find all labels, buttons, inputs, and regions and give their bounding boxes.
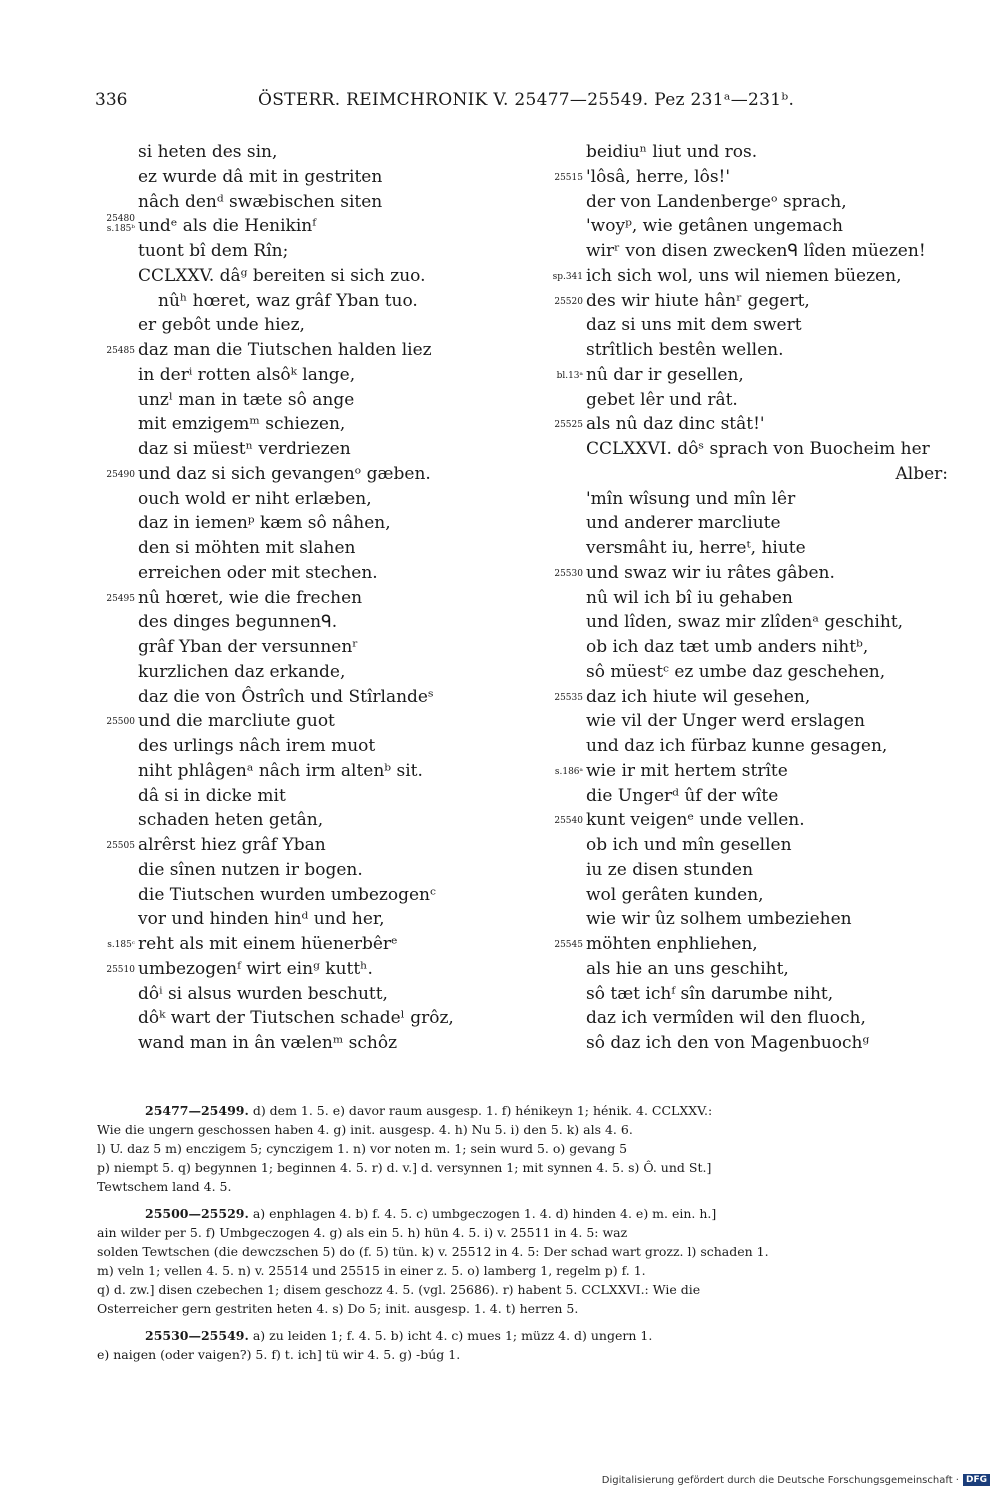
verse-line	[107, 932, 538, 957]
verse-text: Alber:	[895, 463, 948, 484]
marker-primary: bl.13ᵃ	[556, 370, 583, 381]
verse-line	[554, 759, 966, 784]
verse-text: möhten enphliehen,	[586, 934, 758, 954]
page-header	[95, 90, 965, 114]
verse-text: und lîden, swaz mir zlîdenᵃ geschiht,	[586, 612, 904, 633]
verse-text: nû hœret, wie die frechen	[138, 587, 363, 608]
line-number-marker	[554, 694, 583, 703]
line-number-marker	[554, 174, 583, 183]
verse-line	[586, 610, 966, 635]
verse-line	[138, 685, 538, 710]
verse-text: des dinges begunnenᑫ.	[138, 612, 338, 633]
footnote-line	[97, 1223, 965, 1242]
verse-line	[556, 363, 966, 388]
verse-line	[138, 1031, 538, 1056]
verse-text: mit emzigemᵐ schiezen,	[138, 414, 346, 435]
verse-text: nûʰ hœret, waz grâf Yban tuo.	[158, 290, 418, 311]
footnote-line	[97, 1204, 965, 1223]
verse-text: daz man die Tiutschen halden liez	[138, 340, 432, 360]
footnotes-apparatus	[97, 1101, 965, 1372]
marker-primary: 25530	[554, 568, 583, 579]
footnote-block	[97, 1326, 965, 1364]
verse-text: ob ich daz tæt umb anders nihtᵇ,	[586, 637, 869, 657]
marker-primary: sp.341	[552, 271, 583, 282]
verse-text: schaden heten getân,	[138, 810, 324, 831]
line-number-marker	[106, 595, 135, 604]
right-verse-column	[552, 140, 966, 1056]
verse-line	[138, 264, 538, 289]
marker-primary: 25505	[106, 841, 135, 851]
marker-primary: 25515	[554, 172, 583, 183]
verse-text: wie ir mit hertem strîte	[586, 760, 788, 781]
verse-text: 'woyᵖ, wie getânen ungemach	[586, 216, 843, 237]
verse-line	[586, 883, 966, 908]
verse-text: umbezogenᶠ wirt einᵍ kuttʰ.	[138, 958, 373, 979]
verse-line	[138, 289, 538, 314]
verse-text: ich sich wol, uns wil niemen büezen,	[586, 265, 902, 286]
verse-text: der von Landenbergeᵒ sprach,	[586, 191, 847, 212]
marker-primary: 25545	[554, 940, 583, 950]
footnote-text: l) U. daz 5 m) enczigem 5; cynczigem 1. n) vor noten m. 1; sein wurd 5. o) gevang 5	[97, 1141, 628, 1156]
verse-text: dâ si in dicke mit	[138, 785, 286, 806]
verse-line	[554, 561, 966, 586]
footnote-text: p) niempt 5. q) begynnen 1; beginnen 4. 5. r) d. v.] d. versynnen 1; mit synnen 4. 5. s) Ô. und St.]	[97, 1160, 712, 1175]
verse-text: kurzlichen daz erkande,	[138, 661, 346, 682]
verse-text: dôᵏ wart der Tiutschen schadeˡ grôz,	[138, 1008, 454, 1029]
verse-text: undᵉ als die Henikinᶠ	[138, 216, 316, 237]
footnote-range: 25530—25549.	[145, 1328, 249, 1343]
verse-line	[106, 462, 538, 487]
verse-text: die sînen nutzen ir bogen.	[138, 859, 363, 880]
verse-line	[586, 239, 966, 264]
verse-line	[138, 190, 538, 215]
verse-text: die Ungerᵈ ûf der wîte	[586, 785, 779, 806]
marker-primary: 25480	[106, 214, 135, 225]
verse-line	[138, 734, 538, 759]
footnote-text: d) dem 1. 5. e) davor raum ausgesp. 1. f) hénikeyn 1; hénik. 4. CCLXXV.:	[252, 1103, 713, 1118]
verse-line	[138, 363, 538, 388]
page-number: 336	[95, 90, 128, 110]
line-number-marker	[106, 347, 135, 356]
verse-line	[554, 412, 966, 437]
verse-text: sô müestᶜ ez umbe daz geschehen,	[586, 661, 886, 682]
verse-text: dôⁱ si alsus wurden beschutt,	[138, 983, 388, 1004]
line-number-marker	[557, 372, 583, 381]
verse-line	[138, 388, 538, 413]
verse-text: alrêrst hiez grâf Yban	[138, 835, 326, 855]
verse-line	[138, 907, 538, 932]
verse-text: reht als mit einem hüenerbêrᵉ	[138, 934, 398, 954]
marker-primary: 25535	[554, 692, 583, 703]
footnote-line	[97, 1280, 965, 1299]
verse-line	[138, 561, 538, 586]
verse-text: daz die von Ôstrîch und Stîrlandeˢ	[138, 686, 434, 707]
footnote-text: ain wilder per 5. f) Umbgeczogen 4. g) als ein 5. h) hün 4. 5. i) v. 25511 in 4. 5: waz	[97, 1225, 628, 1240]
footnote-text: q) d. zw.] disen czebechen 1; disem geschozz 4. 5. (vgl. 25686). r) habent 5. CCLXXVI.: Wie die	[97, 1282, 701, 1297]
marker-primary: 25495	[106, 593, 135, 604]
verse-line	[586, 437, 966, 462]
verse-text: wol gerâten kunden,	[586, 884, 764, 905]
verse-line	[106, 586, 538, 611]
footnote-range: 25500—25529.	[145, 1206, 249, 1221]
verse-line	[106, 833, 538, 858]
footnote-text: m) veln 1; vellen 4. 5. n) v. 25514 und 25515 in einer z. 5. o) lamberg 1, regelm p) f. 1.	[97, 1263, 646, 1278]
verse-line	[586, 660, 966, 685]
verse-line	[586, 536, 966, 561]
verse-text: gebet lêr und rât.	[586, 389, 738, 410]
footer-credit	[602, 1474, 990, 1486]
verse-text: 'lôsâ, herre, lôs!'	[586, 166, 731, 187]
verse-line	[586, 338, 966, 363]
verse-line	[586, 1006, 966, 1031]
marker-primary: 25485	[106, 346, 135, 356]
footnote-line	[97, 1242, 965, 1261]
verse-text: sô daz ich den von Magenbuochᵍ	[586, 1033, 870, 1053]
verse-text: niht phlâgenᵃ nâch irm altenᵇ sit.	[138, 760, 423, 781]
verse-text: 'mîn wîsung und mîn lêr	[586, 488, 796, 509]
verse-text: und die marcliute guot	[138, 711, 335, 732]
line-number-marker	[554, 817, 583, 826]
verse-line	[138, 635, 538, 660]
verse-line	[138, 784, 538, 809]
footnote-line	[97, 1120, 965, 1139]
footnote-block	[97, 1101, 965, 1196]
footnote-line	[97, 1299, 965, 1318]
verse-text: iu ze disen stunden	[586, 859, 754, 880]
verse-text: vor und hinden hinᵈ und her,	[138, 909, 385, 930]
verse-line	[586, 982, 966, 1007]
verse-text: daz si uns mit dem swert	[586, 315, 802, 336]
verse-line	[138, 487, 538, 512]
verse-line	[138, 239, 538, 264]
verse-line	[138, 313, 538, 338]
verse-line	[138, 858, 538, 883]
line-number-marker	[555, 768, 583, 777]
dfg-logo: DFG	[963, 1474, 990, 1486]
verse-line	[138, 982, 538, 1007]
verse-line	[586, 388, 966, 413]
verse-line	[586, 635, 966, 660]
line-number-marker	[554, 298, 583, 307]
footnote-text: solden Tewtschen (die dewczschen 5) do (f. 5) tün. k) v. 25512 in 4. 5: Der schad wart grozz. l) schaden 1.	[97, 1244, 769, 1259]
line-number-marker	[106, 842, 135, 851]
verse-text: wie vil der Unger werd erslagen	[586, 711, 865, 732]
marker-primary: 25510	[106, 964, 135, 975]
verse-text: kunt veigenᵉ unde vellen.	[586, 810, 805, 831]
verse-line	[554, 932, 966, 957]
verse-text: tuont bî dem Rîn;	[138, 241, 289, 261]
verse-text: daz in iemenᵖ kæm sô nâhen,	[138, 513, 391, 534]
verse-text: wie wir ûz solhem umbeziehen	[586, 909, 852, 930]
verse-text: ob ich und mîn gesellen	[586, 835, 792, 855]
line-number-marker	[106, 966, 135, 975]
funding-credit: Digitalisierung gefördert durch die Deutsche Forschungsgemeinschaft ·	[601, 1474, 959, 1486]
verse-text: des wir hiute hânʳ gegert,	[586, 290, 810, 311]
verse-text: beidiuⁿ liut und ros.	[586, 142, 758, 162]
line-number-marker	[554, 421, 583, 430]
verse-line	[586, 214, 966, 239]
verse-line	[586, 586, 966, 611]
verse-line	[586, 313, 966, 338]
line-number-marker	[553, 273, 583, 282]
verse-line	[554, 165, 966, 190]
line-number-marker	[554, 941, 583, 950]
verse-text: CCLXXVI. dôˢ sprach von Buocheim her	[586, 439, 930, 459]
verse-line	[138, 660, 538, 685]
footnote-line	[97, 1345, 965, 1364]
verse-text: in derⁱ rotten alsôᵏ lange,	[138, 364, 356, 385]
verse-text: er gebôt unde hiez,	[138, 315, 305, 336]
verse-line	[106, 338, 538, 363]
marker-secondary: s.185ᵇ	[106, 223, 135, 234]
footnote-text: a) enphlagen 4. b) f. 4. 5. c) umbgeczogen 1. 4. d) hinden 4. e) m. ein. h.]	[252, 1206, 717, 1221]
verse-text: daz si müestⁿ verdriezen	[138, 439, 351, 459]
verse-line	[586, 957, 966, 982]
running-title: ÖSTERR. REIMCHRONIK V. 25477—25549. Pez 231ᵃ—231ᵇ.	[258, 90, 795, 110]
verse-line	[586, 709, 966, 734]
footnote-line	[97, 1101, 965, 1120]
verse-line	[586, 140, 966, 165]
verse-text: daz ich vermîden wil den fluoch,	[586, 1008, 866, 1029]
line-number-marker	[554, 570, 583, 579]
footnote-line	[97, 1326, 965, 1345]
verse-text: strîtlich bestên wellen.	[586, 340, 784, 360]
footnote-text: a) zu leiden 1; f. 4. 5. b) icht 4. c) mues 1; müzz 4. d) ungern 1.	[252, 1328, 653, 1343]
verse-line	[138, 883, 538, 908]
verse-text: si heten des sin,	[138, 142, 278, 162]
verse-text: den si möhten mit slahen	[138, 538, 356, 558]
footnote-line	[97, 1177, 965, 1196]
verse-line	[138, 759, 538, 784]
verse-line	[138, 511, 538, 536]
marker-primary: 25540	[554, 816, 583, 827]
verse-line	[554, 685, 966, 710]
footnote-range: 25477—25499.	[145, 1103, 249, 1118]
verse-text: nû dar ir gesellen,	[586, 364, 744, 385]
verse-line	[138, 437, 538, 462]
verse-line	[138, 536, 538, 561]
verse-text: und daz si sich gevangenᵒ gæben.	[138, 463, 431, 484]
verse-line	[586, 907, 966, 932]
verse-line	[586, 190, 966, 215]
verse-text: und daz ich fürbaz kunne gesagen,	[586, 736, 888, 756]
verse-line	[554, 808, 966, 833]
verse-text: erreichen oder mit stechen.	[138, 562, 378, 583]
verse-line	[554, 289, 966, 314]
verse-text: des urlings nâch irem muot	[138, 736, 376, 756]
verse-line	[106, 709, 538, 734]
verse-text: und anderer marcliute	[586, 513, 781, 534]
verse-text: als hie an uns geschiht,	[586, 958, 789, 979]
verse-text: unzˡ man in tæte sô ange	[138, 389, 355, 410]
verse-text: sô tæt ichᶠ sîn darumbe niht,	[586, 983, 834, 1004]
verse-line	[586, 487, 966, 512]
verse-line	[586, 511, 966, 536]
verse-line	[106, 957, 538, 982]
footnote-line	[97, 1158, 965, 1177]
verse-line	[586, 858, 966, 883]
verse-text: daz ich hiute wil gesehen,	[586, 686, 811, 707]
verse-line	[138, 412, 538, 437]
verse-line	[138, 610, 538, 635]
verse-line	[586, 833, 966, 858]
verse-line	[586, 784, 966, 809]
verse-text: CCLXXV. dâᵍ bereiten si sich zuo.	[138, 265, 426, 286]
marker-primary: 25525	[554, 420, 583, 431]
verse-line	[586, 1031, 966, 1056]
verse-text: wirʳ von disen zweckenᑫ lîden müezen!	[586, 241, 926, 261]
verse-text: und swaz wir iu râtes gâben.	[586, 562, 835, 583]
verse-text: versmâht iu, herreᵗ, hiute	[586, 538, 806, 558]
line-number-marker	[106, 718, 135, 727]
verse-line	[138, 165, 538, 190]
marker-primary: s.186ᵃ	[554, 766, 583, 777]
footnote-text: Tewtschem land 4. 5.	[97, 1179, 232, 1194]
verse-text: die Tiutschen wurden umbezogenᶜ	[138, 884, 436, 905]
verse-text: wand man in ân vælenᵐ schôz	[138, 1033, 398, 1053]
verse-line	[138, 1006, 538, 1031]
marker-primary: 25500	[106, 717, 135, 728]
marker-primary: s.185ᶜ	[107, 940, 135, 950]
verse-text: ouch wold er niht erlæben,	[138, 488, 372, 509]
verse-line	[106, 214, 538, 239]
verse-text: grâf Yban der versunnenʳ	[138, 637, 359, 657]
line-number-marker	[107, 941, 135, 950]
footnote-block	[97, 1204, 965, 1318]
verse-text: als nû daz dinc stât!'	[586, 414, 765, 435]
marker-primary: 25520	[554, 296, 583, 307]
verse-text: nâch denᵈ swæbischen siten	[138, 191, 383, 212]
verse-line	[586, 734, 966, 759]
verse-line	[552, 264, 966, 289]
footnote-text: Osterreicher gern gestriten heten 4. s) Do 5; init. ausgesp. 1. 4. t) herren 5.	[97, 1301, 579, 1316]
line-number-marker	[106, 471, 135, 480]
left-verse-column	[106, 140, 538, 1056]
verse-text: ez wurde dâ mit in gestriten	[138, 166, 383, 187]
verse-text: nû wil ich bî iu gehaben	[586, 587, 793, 608]
line-number-marker	[106, 215, 135, 234]
footnote-line	[97, 1261, 965, 1280]
footnote-text: e) naigen (oder vaigen?) 5. f) t. ich] tü wir 4. 5. g) -búg 1.	[97, 1347, 461, 1362]
verse-line	[586, 462, 966, 487]
verse-line	[138, 808, 538, 833]
footnote-line	[97, 1139, 965, 1158]
footnote-text: Wie die ungern geschossen haben 4. g) init. ausgesp. 4. h) Nu 5. i) den 5. k) als 4. 6.	[97, 1122, 633, 1137]
verse-line	[138, 140, 538, 165]
marker-primary: 25490	[106, 469, 135, 480]
